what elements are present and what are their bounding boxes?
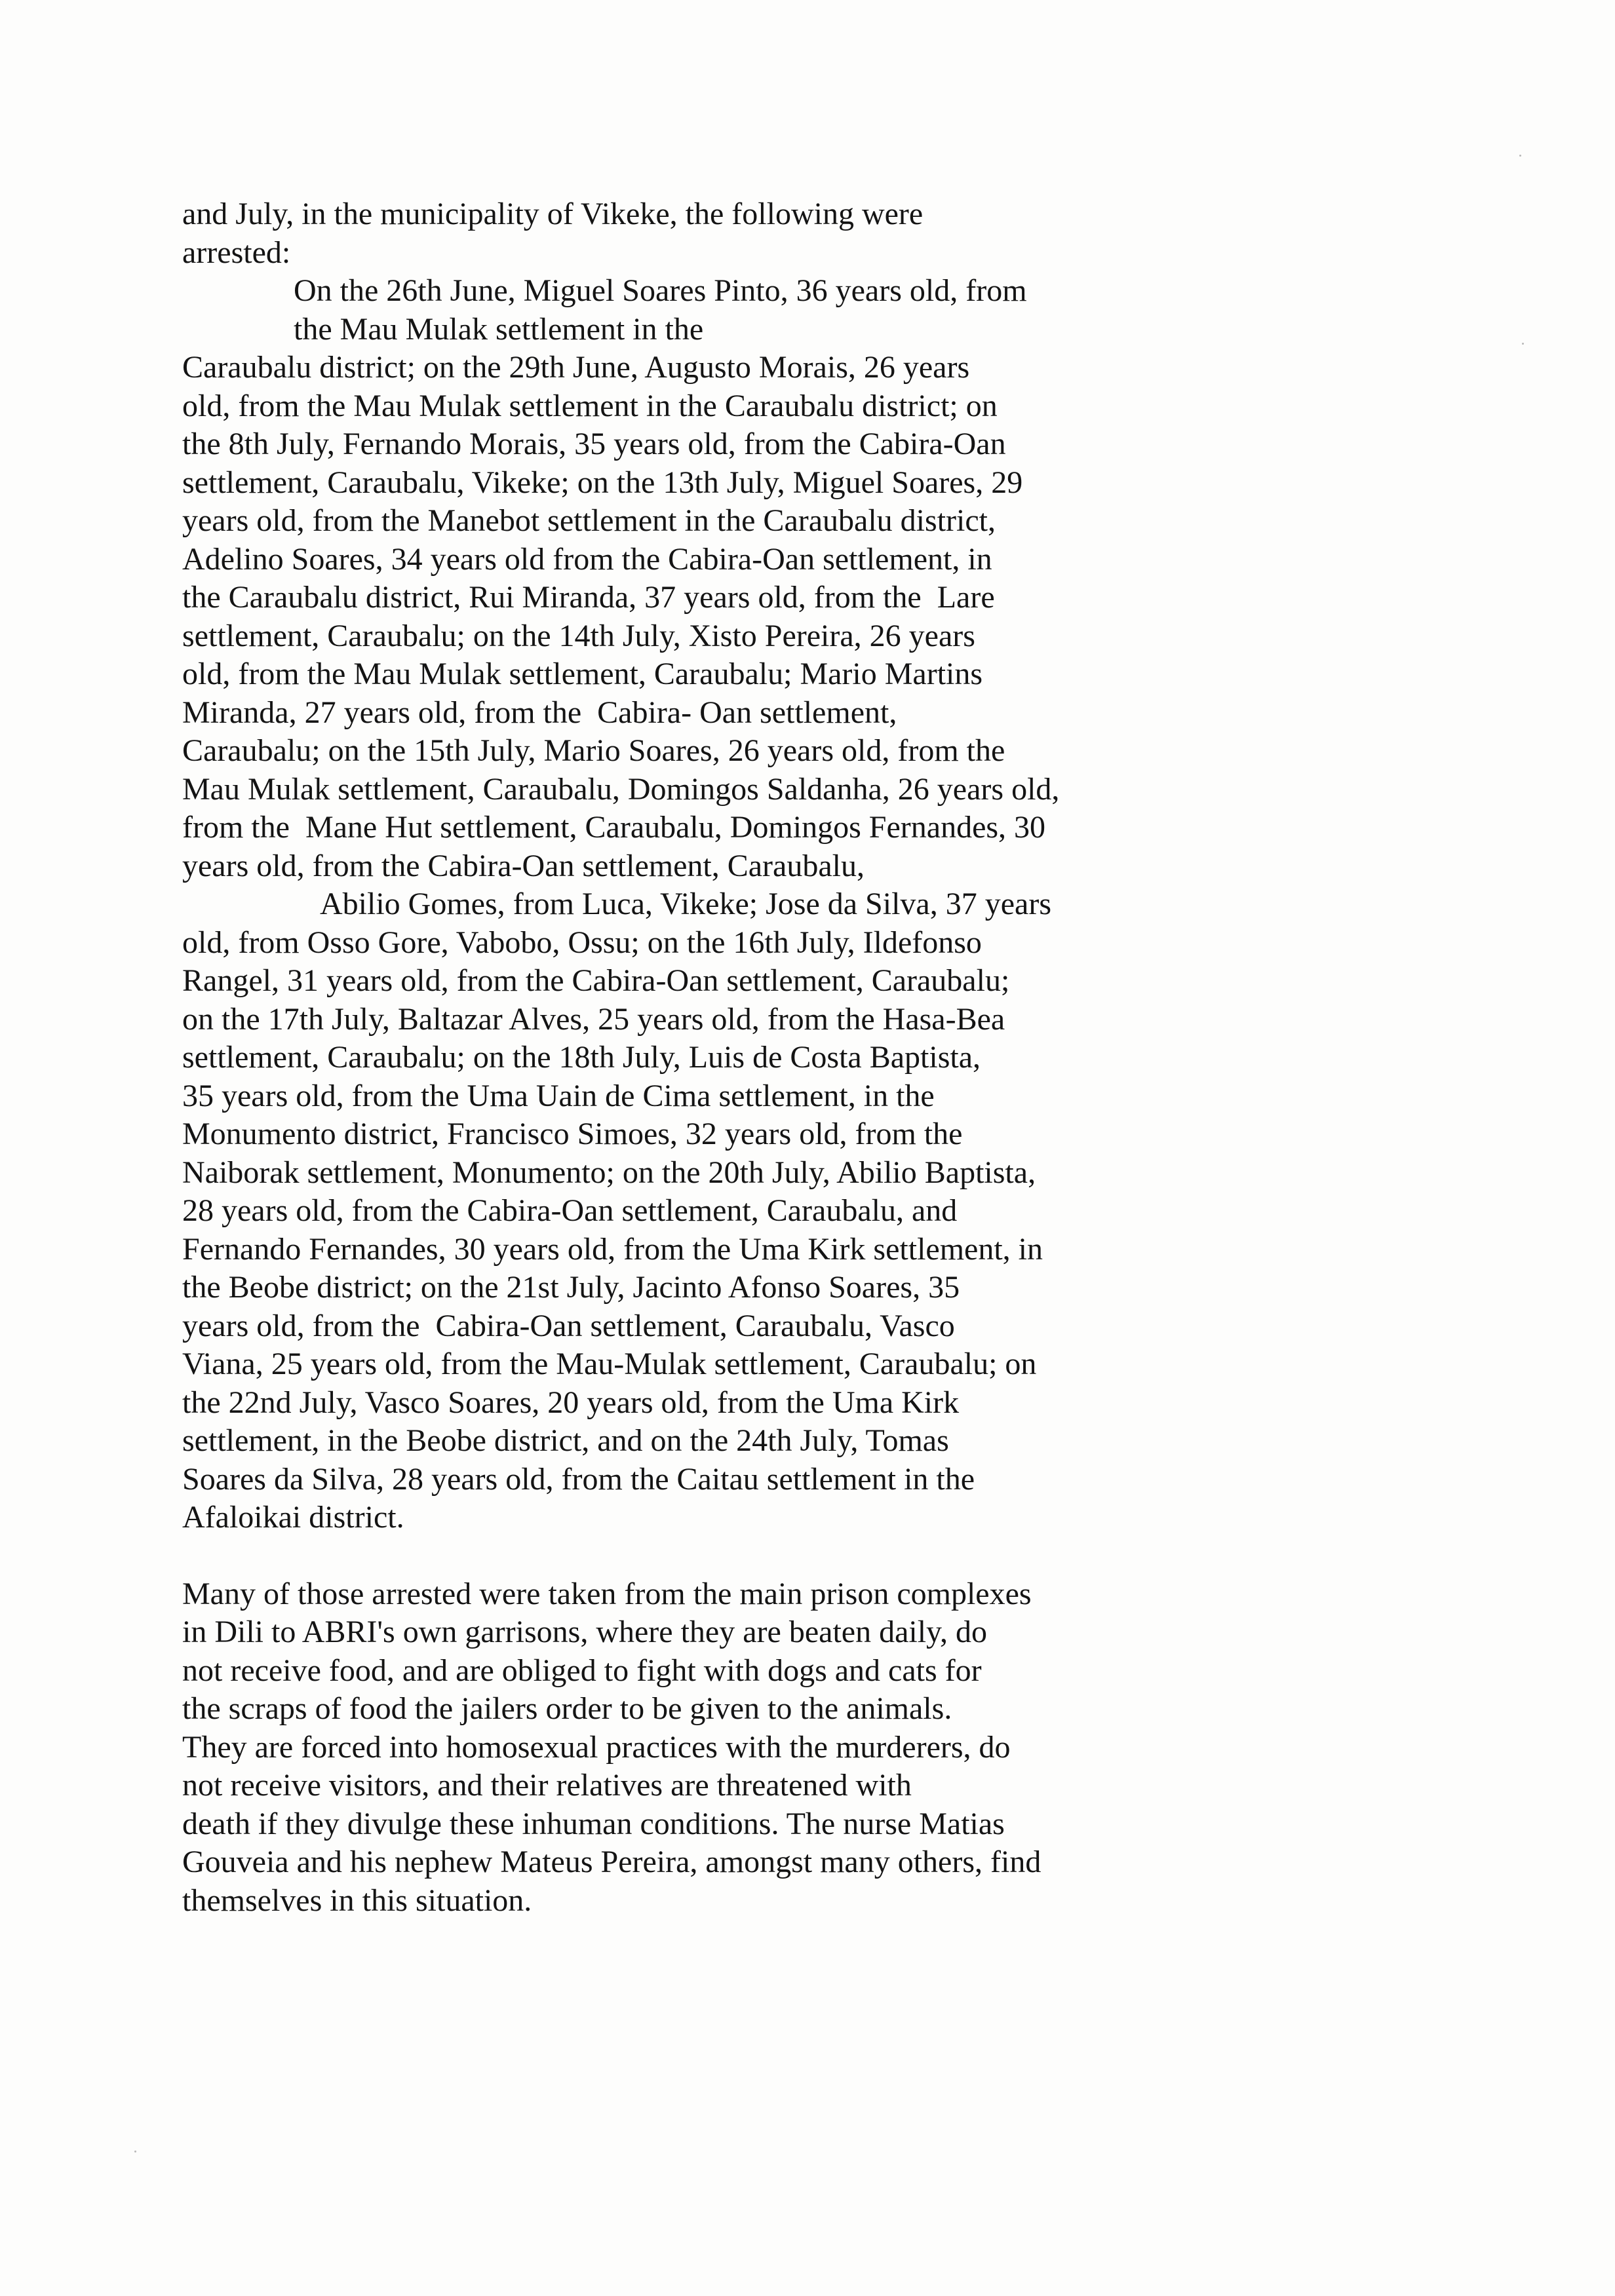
text-line: not receive visitors, and their relatives are threatened with — [182, 1768, 912, 1803]
scan-speck — [1519, 155, 1521, 157]
text-line: arrested: — [182, 235, 291, 270]
text-line: old, from the Mau Mulak settlement, Caraubalu; Mario Martins — [182, 657, 983, 691]
text-line: old, from Osso Gore, Vabobo, Ossu; on the 16th July, Ildefonso — [182, 925, 982, 960]
text-line: Naiborak settlement, Monumento; on the 20th July, Abilio Baptista, — [182, 1155, 1036, 1190]
text-line: They are forced into homosexual practices with the murderers, do — [182, 1729, 1011, 1765]
paragraph-intro — [182, 195, 1152, 272]
text-line: Caraubalu district; on the 29th June, Augusto Morais, 26 years — [182, 350, 970, 385]
text-line: Mau Mulak settlement, Caraubalu, Domingos Saldanha, 26 years old, — [182, 771, 1060, 807]
text-line: 35 years old, from the Uma Uain de Cima settlement, in the — [182, 1078, 935, 1113]
scan-speck — [1522, 343, 1524, 345]
text-line: the scraps of food the jailers order to be given to the animals. — [182, 1691, 952, 1726]
text-line: Viana, 25 years old, from the Mau-Mulak settlement, Caraubalu; on — [182, 1347, 1037, 1381]
text-line: settlement, Caraubalu; on the 18th July, Luis de Costa Baptista, — [182, 1040, 981, 1075]
text-line: in Dili to ABRI's own garrisons, where they are beaten daily, do — [182, 1615, 987, 1649]
text-line: Monumento district, Francisco Simoes, 32 years old, from the — [182, 1117, 963, 1151]
text-line: the Beobe district; on the 21st July, Jacinto Afonso Soares, 35 — [182, 1270, 960, 1305]
text-line: Many of those arrested were taken from the main prison complexes — [182, 1576, 1032, 1611]
text-line: Soares da Silva, 28 years old, from the Caitau settlement in the — [182, 1461, 975, 1497]
text-line: from the Mane Hut settlement, Caraubalu, Domingos Fernandes, 30 — [182, 810, 1046, 845]
text-line: Adelino Soares, 34 years old from the Cabira-Oan settlement, in — [182, 541, 992, 577]
text-line: Miranda, 27 years old, from the Cabira- Oan settlement, — [182, 695, 897, 730]
scan-speck — [134, 2151, 136, 2152]
text-line: Rangel, 31 years old, from the Cabira-Oan settlement, Caraubalu; — [182, 963, 1010, 998]
text-line: not receive food, and are obliged to fight with dogs and cats for — [182, 1653, 982, 1688]
text-line: the 22nd July, Vasco Soares, 20 years old, from the Uma Kirk — [182, 1385, 960, 1420]
text-line: settlement, Caraubalu, Vikeke; on the 13th July, Miguel Soares, 29 — [182, 465, 1023, 500]
text-line: Gouveia and his nephew Mateus Pereira, amongst many others, find — [182, 1845, 1041, 1879]
paragraph-spacer — [182, 1537, 1152, 1575]
text-line: the Caraubalu district, Rui Miranda, 37 years old, from the Lare — [182, 580, 995, 615]
text-line: the 8th July, Fernando Morais, 35 years old, from the Cabira-Oan — [182, 427, 1006, 461]
paragraph-prison-conditions — [182, 1575, 1152, 1921]
text-line: Abilio Gomes, from Luca, Vikeke; Jose da Silva, 37 years — [320, 887, 1051, 921]
paragraph-arrests-continued — [182, 885, 1152, 1537]
text-line: themselves in this situation. — [182, 1883, 532, 1918]
text-line: 28 years old, from the Cabira-Oan settlement, Caraubalu, and — [182, 1193, 958, 1228]
text-line: years old, from the Cabira-Oan settlement, Caraubalu, Vasco — [182, 1308, 955, 1343]
text-line: settlement, in the Beobe district, and on the 24th July, Tomas — [182, 1423, 949, 1458]
text-line: old, from the Mau Mulak settlement in the Caraubalu district; on — [182, 388, 998, 423]
text-line: Caraubalu; on the 15th July, Mario Soares, 26 years old, from the — [182, 733, 1005, 768]
text-line: years old, from the Manebot settlement in the Caraubalu district, — [182, 503, 996, 538]
text-line: Afaloikai district. — [182, 1500, 404, 1535]
text-line: death if they divulge these inhuman conditions. The nurse Matias — [182, 1806, 1005, 1841]
text-line: years old, from the Cabira-Oan settlement, Caraubalu, — [182, 848, 865, 883]
text-line: Fernando Fernandes, 30 years old, from the Uma Kirk settlement, in — [182, 1231, 1043, 1267]
text-line: settlement, Caraubalu; on the 14th July, Xisto Pereira, 26 years — [182, 618, 975, 653]
text-line: On the 26th June, Miguel Soares Pinto, 36 years old, from — [294, 273, 1027, 308]
text-line: on the 17th July, Baltazar Alves, 25 years old, from the Hasa-Bea — [182, 1001, 1005, 1037]
text-line: the Mau Mulak settlement in the — [294, 311, 704, 347]
text-line: and July, in the municipality of Vikeke, the following were — [182, 197, 924, 231]
paragraph-arrests-list — [182, 272, 1152, 885]
document-body — [182, 195, 1152, 1920]
